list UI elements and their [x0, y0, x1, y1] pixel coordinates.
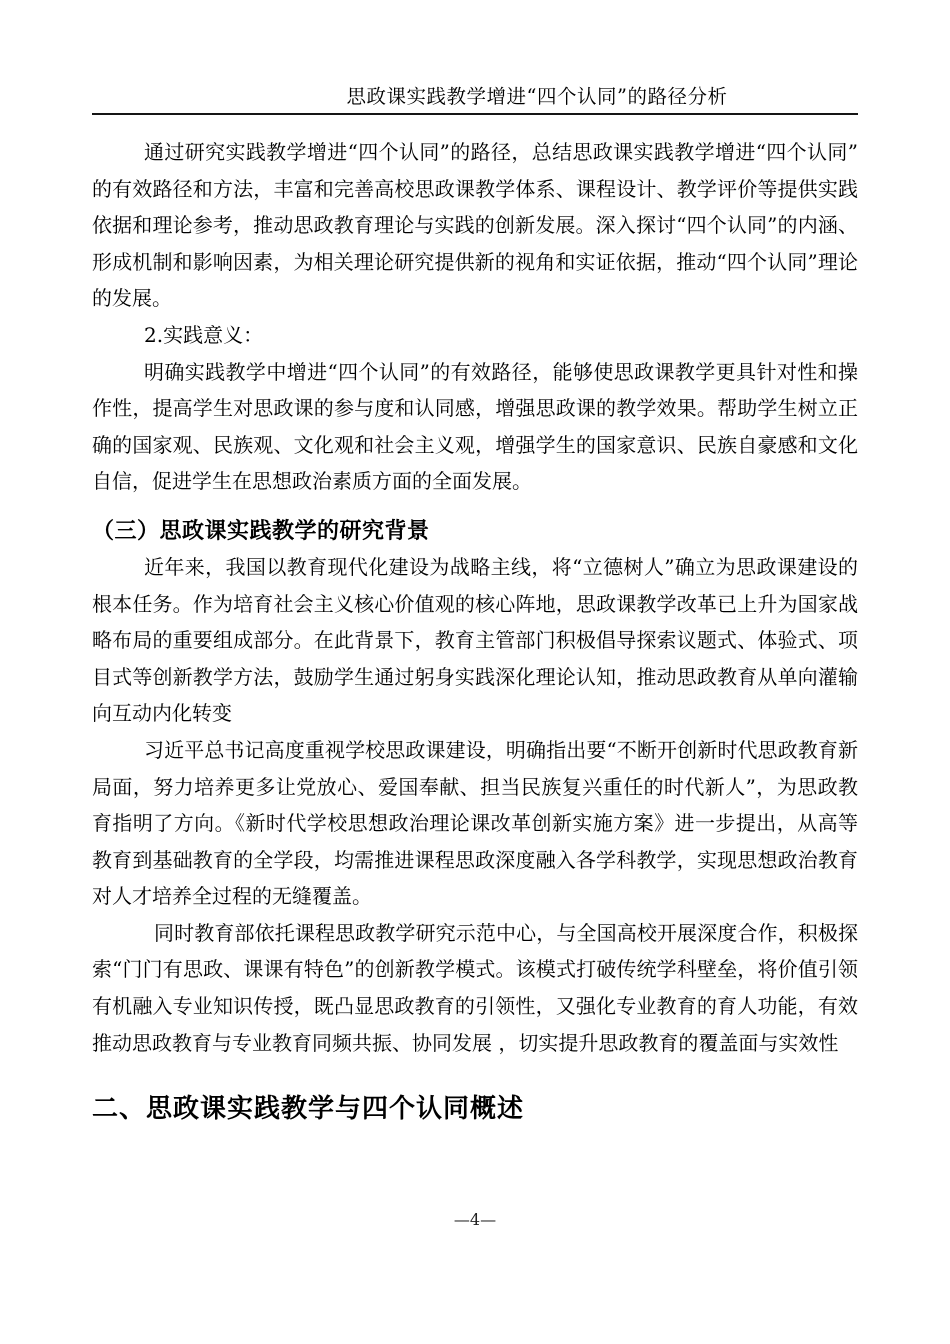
paragraph-background-policy: 近年来，我国以教育现代化建设为战略主线，将“立德树人”确立为思政课建设的根本任务。作为培育社会主义核心价值观的核心阵地，思政课教学改革已上升为国家战略布局的重要组成部分。在此背景下，教育主管部门积极倡导探索议题式、体验式、项目式等创新教学方法，鼓励学生通过躬身实践深化理论认知，推动思政教育从单向灌输向互动内化转变	[92, 554, 858, 726]
running-header	[92, 0, 858, 115]
page-number: —4—	[453, 1210, 497, 1229]
paragraph-research-value: 通过研究实践教学增进“四个认同”的路径，总结思政课实践教学增进“四个认同”的有效路径和方法，丰富和完善高校思政课教学体系、课程设计、教学评价等提供实践依据和理论参考，推动思政教育理论与实践的创新发展。深入探讨“四个认同”的内涵、形成机制和影响因素，为相关理论研究提供新的视角和实证依据，推动“四个认同”理论的发展。	[92, 140, 858, 311]
list-label-practical-significance: 2.实践意义：	[144, 322, 264, 347]
chapter-heading-overview: 二、思政课实践教学与四个认同概述	[92, 1094, 525, 1125]
section-heading-research-background: （三）思政课实践教学的研究背景	[92, 518, 430, 544]
paragraph-background-leadership: 习近平总书记高度重视学校思政课建设，明确指出要“不断开创新时代思政教育新局面，努力培养更多让党放心、爱国奉献、担当民族复兴重任的时代新人”，为思政教育指明了方向。《新时代学校思想政治理论课改革创新实施方案》进一步提出，从高等教育到基础教育的全学段，均需推进课程思政深度融入各学科教学，实现思想政治教育对人才培养全过程的无缝覆盖。	[92, 737, 858, 909]
paragraph-practical-significance: 明确实践教学中增进“四个认同”的有效路径，能够使思政课教学更具针对性和操作性，提高学生对思政课的参与度和认同感，增强思政课的教学效果。帮助学生树立正确的国家观、民族观、文化观和社会主义观，增强学生的国家意识、民族自豪感和文化自信，促进学生在思想政治素质方面的全面发展。	[92, 359, 858, 494]
page-content	[92, 0, 858, 1128]
paragraph-background-ministry: 同时教育部依托课程思政教学研究示范中心，与全国高校开展深度合作，积极探索“门门有思政、课课有特色”的创新教学模式。该模式打破传统学科壁垒，将价值引领有机融入专业知识传授，既凸显思政教育的引领性，又强化专业教育的育人功能，有效推动思政教育与专业教育同频共振、协同发展 ，切实提升思政教育的覆盖面与实效性	[92, 920, 858, 1055]
header-title: 思政课实践教学增进“四个认同”的路径分析	[346, 85, 728, 108]
